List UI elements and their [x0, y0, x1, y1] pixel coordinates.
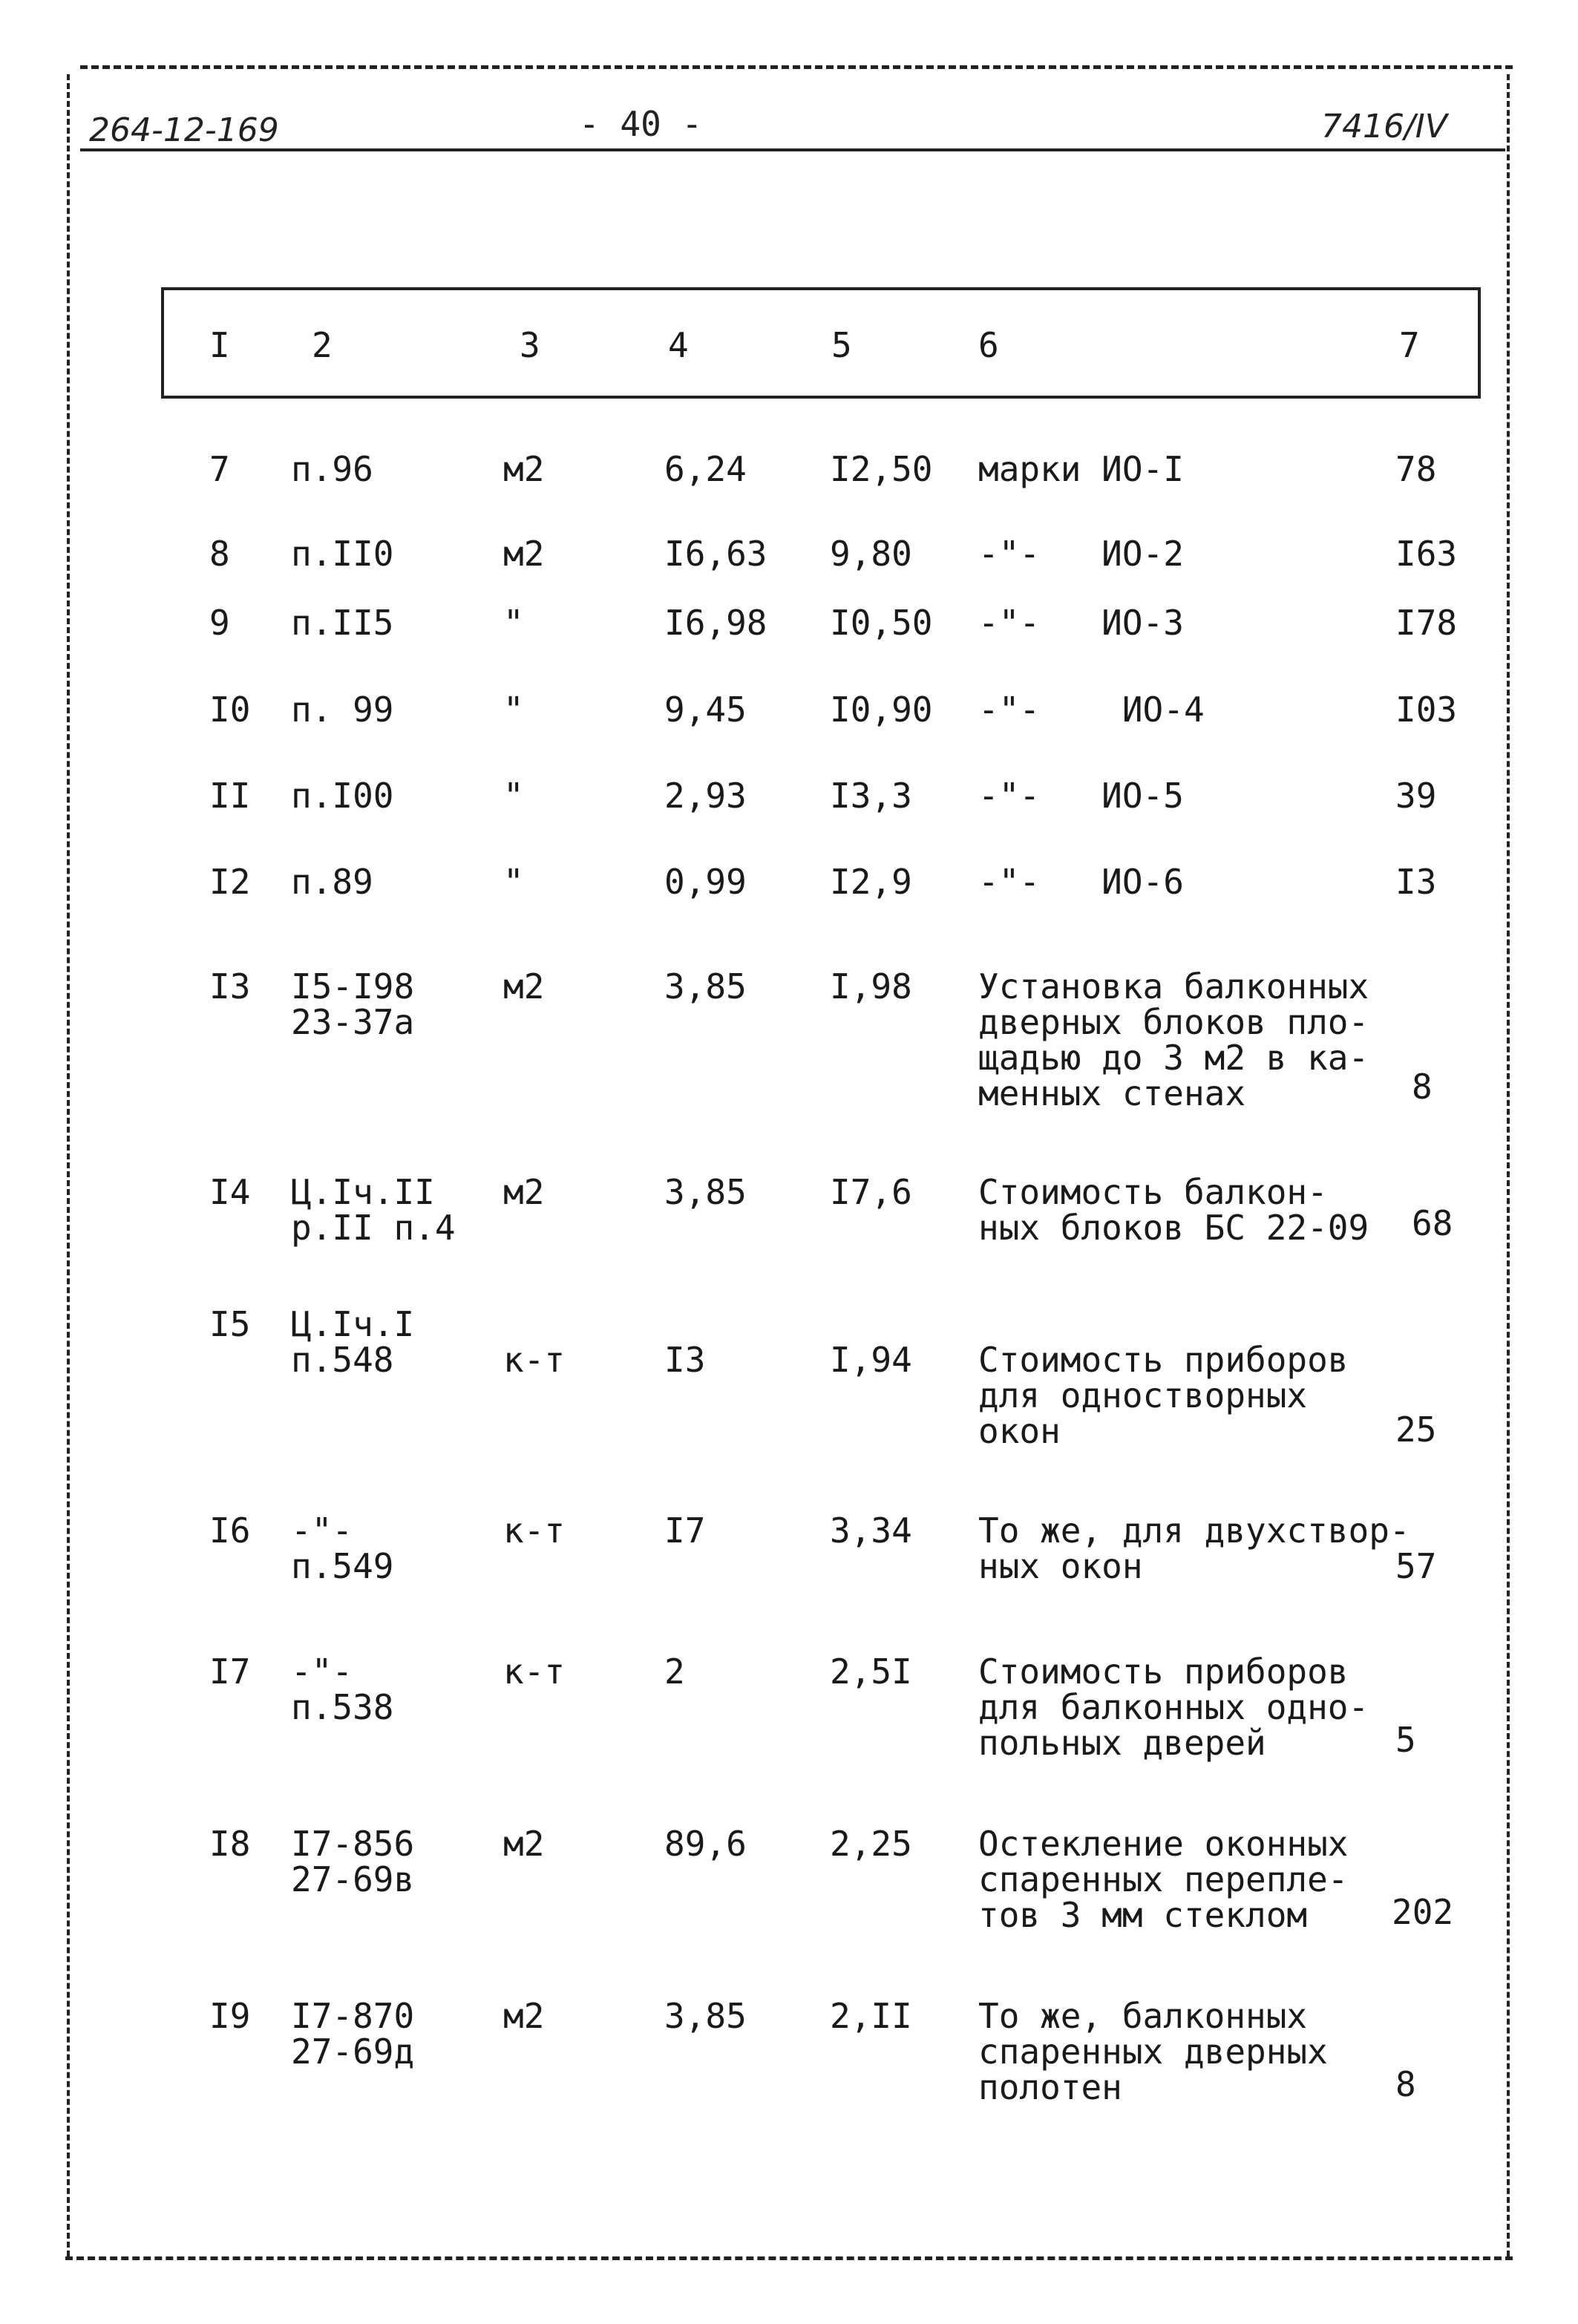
- column-header-7: 7: [1399, 325, 1420, 365]
- reference: I7-870 27-69д: [291, 1996, 415, 2072]
- row-number: I7: [209, 1652, 251, 1692]
- quantity: I3: [664, 1340, 706, 1380]
- description: Стоимость балкон- ных блоков БС 22-09: [978, 1172, 1369, 1248]
- document-code: 264-12-169: [89, 111, 279, 149]
- unit-price: 2,25: [830, 1824, 912, 1864]
- description: То же, балконных спаренных дверных полотен: [978, 1996, 1328, 2107]
- column-header-1: I: [209, 325, 230, 365]
- description: Остекление оконных спаренных перепле- тов 3 мм стеклом: [978, 1824, 1349, 1935]
- column-header-3: 3: [520, 325, 540, 365]
- total: 39: [1395, 776, 1437, 816]
- total: 5: [1395, 1720, 1416, 1760]
- column-header-5: 5: [831, 325, 852, 365]
- reference: п.96: [291, 449, 373, 489]
- description: Стоимость приборов для балконных одно- польных дверей: [978, 1652, 1369, 1763]
- total: I03: [1395, 690, 1458, 730]
- header-rule: [80, 148, 1505, 151]
- total: 57: [1395, 1546, 1437, 1586]
- row-number: I8: [209, 1824, 251, 1864]
- total: 78: [1395, 449, 1437, 489]
- page-frame-top: [80, 65, 1513, 69]
- column-header-box: [161, 287, 1481, 399]
- unit: ": [503, 776, 524, 816]
- unit-price: 3,34: [830, 1510, 912, 1551]
- row-number: I4: [209, 1172, 251, 1212]
- unit-price: I,98: [830, 966, 912, 1006]
- quantity: 89,6: [664, 1824, 747, 1864]
- page-frame-left: [67, 74, 70, 2256]
- quantity: 6,24: [664, 449, 747, 489]
- total: I78: [1395, 603, 1458, 643]
- description: Стоимость приборов для одностворных окон: [978, 1340, 1349, 1451]
- unit: м2: [503, 1996, 545, 2036]
- description: -"- ИО-2: [978, 534, 1184, 574]
- row-number: I0: [209, 690, 251, 730]
- quantity: 0,99: [664, 862, 747, 902]
- unit-price: I2,9: [830, 862, 912, 902]
- total: I63: [1395, 534, 1458, 574]
- row-number: I5: [209, 1304, 251, 1344]
- row-number: 7: [209, 449, 230, 489]
- page-frame-right: [1507, 74, 1510, 2256]
- total: 25: [1395, 1410, 1437, 1450]
- row-number: I9: [209, 1996, 251, 2036]
- unit: м2: [503, 1172, 545, 1212]
- reference: -"- п.549: [291, 1510, 394, 1586]
- row-number: I2: [209, 862, 251, 902]
- row-number: 9: [209, 603, 230, 643]
- unit-price: 9,80: [830, 534, 912, 574]
- quantity: I6,98: [664, 603, 767, 643]
- total: 68: [1412, 1203, 1453, 1243]
- unit: к-т: [503, 1510, 566, 1551]
- unit-price: I2,50: [830, 449, 933, 489]
- quantity: 2,93: [664, 776, 747, 816]
- page-frame-bottom: [65, 2256, 1513, 2260]
- unit: к-т: [503, 1652, 566, 1692]
- page-number: - 40 -: [579, 104, 703, 144]
- row-number: I6: [209, 1510, 251, 1551]
- unit: ": [503, 862, 524, 902]
- quantity: 9,45: [664, 690, 747, 730]
- unit: м2: [503, 966, 545, 1006]
- total: I3: [1395, 862, 1437, 902]
- unit-price: I,94: [830, 1340, 912, 1380]
- quantity: I7: [664, 1510, 706, 1551]
- reference: п.II5: [291, 603, 394, 643]
- quantity: 3,85: [664, 1996, 747, 2036]
- unit-price: I0,90: [830, 690, 933, 730]
- reference: Ц.Iч.II р.II п.4: [291, 1172, 456, 1248]
- description: -"- ИО-3: [978, 603, 1184, 643]
- unit-price: I0,50: [830, 603, 933, 643]
- quantity: I6,63: [664, 534, 767, 574]
- sheet-code: 7416/IV: [1321, 108, 1447, 145]
- column-header-6: 6: [978, 325, 999, 365]
- unit: м2: [503, 1824, 545, 1864]
- description: То же, для двухствор- ных окон: [978, 1510, 1410, 1586]
- unit: ": [503, 690, 524, 730]
- reference: п.89: [291, 862, 373, 902]
- description: -"- ИО-6: [978, 862, 1184, 902]
- description: -"- ИО-5: [978, 776, 1184, 816]
- quantity: 2: [664, 1652, 685, 1692]
- reference: I7-856 27-69в: [291, 1824, 415, 1899]
- unit-price: I3,3: [830, 776, 912, 816]
- row-number: II: [209, 776, 251, 816]
- row-number: 8: [209, 534, 230, 574]
- unit-price: 2,II: [830, 1996, 912, 2036]
- unit: м2: [503, 449, 545, 489]
- total: 8: [1395, 2064, 1416, 2104]
- unit-price: I7,6: [830, 1172, 912, 1212]
- total: 8: [1412, 1067, 1433, 1107]
- column-header-2: 2: [312, 325, 333, 365]
- unit: к-т: [503, 1340, 566, 1380]
- description: Установка балконных дверных блоков пло- щадью до 3 м2 в ка- менных стенах: [978, 966, 1369, 1113]
- row-number: I3: [209, 966, 251, 1006]
- quantity: 3,85: [664, 966, 747, 1006]
- reference: п.I00: [291, 776, 394, 816]
- reference: п. 99: [291, 690, 394, 730]
- unit: м2: [503, 534, 545, 574]
- reference: п.II0: [291, 534, 394, 574]
- column-header-4: 4: [668, 325, 689, 365]
- total: 202: [1392, 1892, 1454, 1932]
- unit: ": [503, 603, 524, 643]
- description: -"- ИО-4: [978, 690, 1205, 730]
- unit-price: 2,5I: [830, 1652, 912, 1692]
- description: марки ИО-I: [978, 449, 1184, 489]
- quantity: 3,85: [664, 1172, 747, 1212]
- reference: I5-I98 23-37а: [291, 966, 415, 1042]
- reference: Ц.Iч.I п.548: [291, 1304, 415, 1380]
- reference: -"- п.538: [291, 1652, 394, 1727]
